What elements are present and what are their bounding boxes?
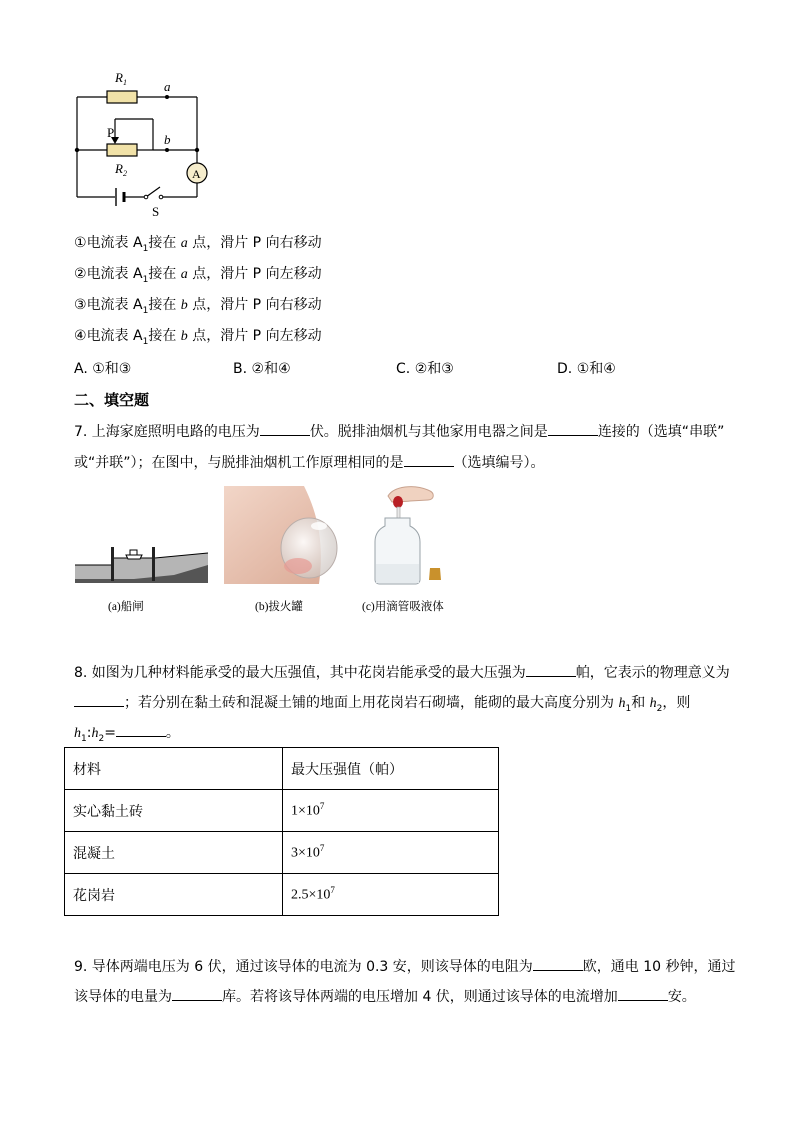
choice-d[interactable]: D. ①和④ bbox=[557, 361, 616, 377]
q6-option-1: ①电流表 $A_1$接在 a 点，滑片 P 向右移动 bbox=[74, 235, 322, 254]
cell-material: 混凝土 bbox=[65, 832, 283, 874]
table-row bbox=[65, 832, 499, 874]
cupping-figure bbox=[224, 486, 342, 584]
slider-label: P bbox=[107, 125, 115, 140]
q9-line-2: 该导体的电量为 库。若将该导体两端的电压增加 4 伏，则通过该导体的电流增加 安。 bbox=[74, 986, 696, 1007]
section-heading: 二、填空题 bbox=[74, 391, 150, 409]
q7-line-1: 7. 上海家庭照明电路的电压为 伏。脱排油烟机与其他家用电器之间是 连接的（选填“串联” bbox=[74, 421, 724, 442]
q6-option-4: ④电流表 $A_1$接在 b 点，滑片 P 向左移动 bbox=[74, 328, 322, 347]
q8-line-1: 8. 如图为几种材料能承受的最大压强值，其中花岗岩能承受的最大压强为 帕，它表示的物理意义为 bbox=[74, 662, 730, 683]
dropper-figure bbox=[370, 484, 460, 586]
point-b-label: b bbox=[164, 132, 171, 147]
table-header-row bbox=[65, 748, 499, 790]
q6-option-3: ③电流表 $A_1$接在 b 点，滑片 P 向右移动 bbox=[74, 297, 322, 316]
cell-material: 花岗岩 bbox=[65, 874, 283, 916]
cell-pressure: $3\times 10^7$ bbox=[283, 832, 499, 874]
answer-blank[interactable] bbox=[548, 421, 598, 436]
r1-label: $R_1$ bbox=[115, 70, 127, 87]
point-a-label: a bbox=[164, 79, 171, 94]
circuit-diagram bbox=[60, 60, 230, 220]
cell-pressure: $2.5\times 10^7$ bbox=[283, 874, 499, 916]
answer-blank[interactable] bbox=[526, 662, 576, 677]
pressure-table bbox=[64, 747, 499, 916]
q9-line-1: 9. 导体两端电压为 6 伏，通过该导体的电流为 0.3 安，则该导体的电阻为 欧，通电 10 秒钟，通过 bbox=[74, 956, 736, 977]
caption-a: (a)船闸 bbox=[108, 601, 144, 613]
choice-c[interactable]: C. ②和③ bbox=[396, 361, 454, 377]
answer-blank[interactable] bbox=[618, 986, 668, 1001]
table-row bbox=[65, 790, 499, 832]
choice-b[interactable]: B. ②和④ bbox=[233, 361, 291, 377]
choice-a[interactable]: A. ①和③ bbox=[74, 361, 132, 377]
switch-label: S bbox=[152, 204, 160, 219]
header-pressure: 最大压强值（帕） bbox=[283, 748, 499, 790]
header-material: 材料 bbox=[65, 748, 283, 790]
ammeter-label: A bbox=[192, 167, 201, 181]
answer-blank[interactable] bbox=[533, 956, 583, 971]
table-row bbox=[65, 874, 499, 916]
answer-blank[interactable] bbox=[116, 722, 166, 737]
r2-label: $R_2$ bbox=[115, 161, 127, 178]
q6-option-2: ②电流表 $A_1$接在 a 点，滑片 P 向左移动 bbox=[74, 266, 322, 285]
answer-blank[interactable] bbox=[172, 986, 222, 1001]
answer-blank[interactable] bbox=[404, 452, 454, 467]
ship-lock-figure bbox=[74, 535, 209, 585]
caption-c: (c)用滴管吸液体 bbox=[362, 601, 444, 613]
q8-line-2: ；若分别在黏土砖和混凝土铺的地面上用花岗岩石砌墙，能砌的最大高度分别为 $h_1$和 $h_2$，则 bbox=[74, 692, 690, 719]
q8-line-3: $h_1:h_2=$ 。 bbox=[74, 722, 180, 749]
cell-pressure: $1\times 10^7$ bbox=[283, 790, 499, 832]
cell-material: 实心黏土砖 bbox=[65, 790, 283, 832]
answer-blank[interactable] bbox=[260, 421, 310, 436]
answer-blank[interactable] bbox=[74, 692, 124, 707]
q7-line-2: 或“并联”）；在图中，与脱排油烟机工作原理相同的是 （选填编号）。 bbox=[74, 452, 545, 473]
caption-b: (b)拔火罐 bbox=[255, 601, 303, 613]
